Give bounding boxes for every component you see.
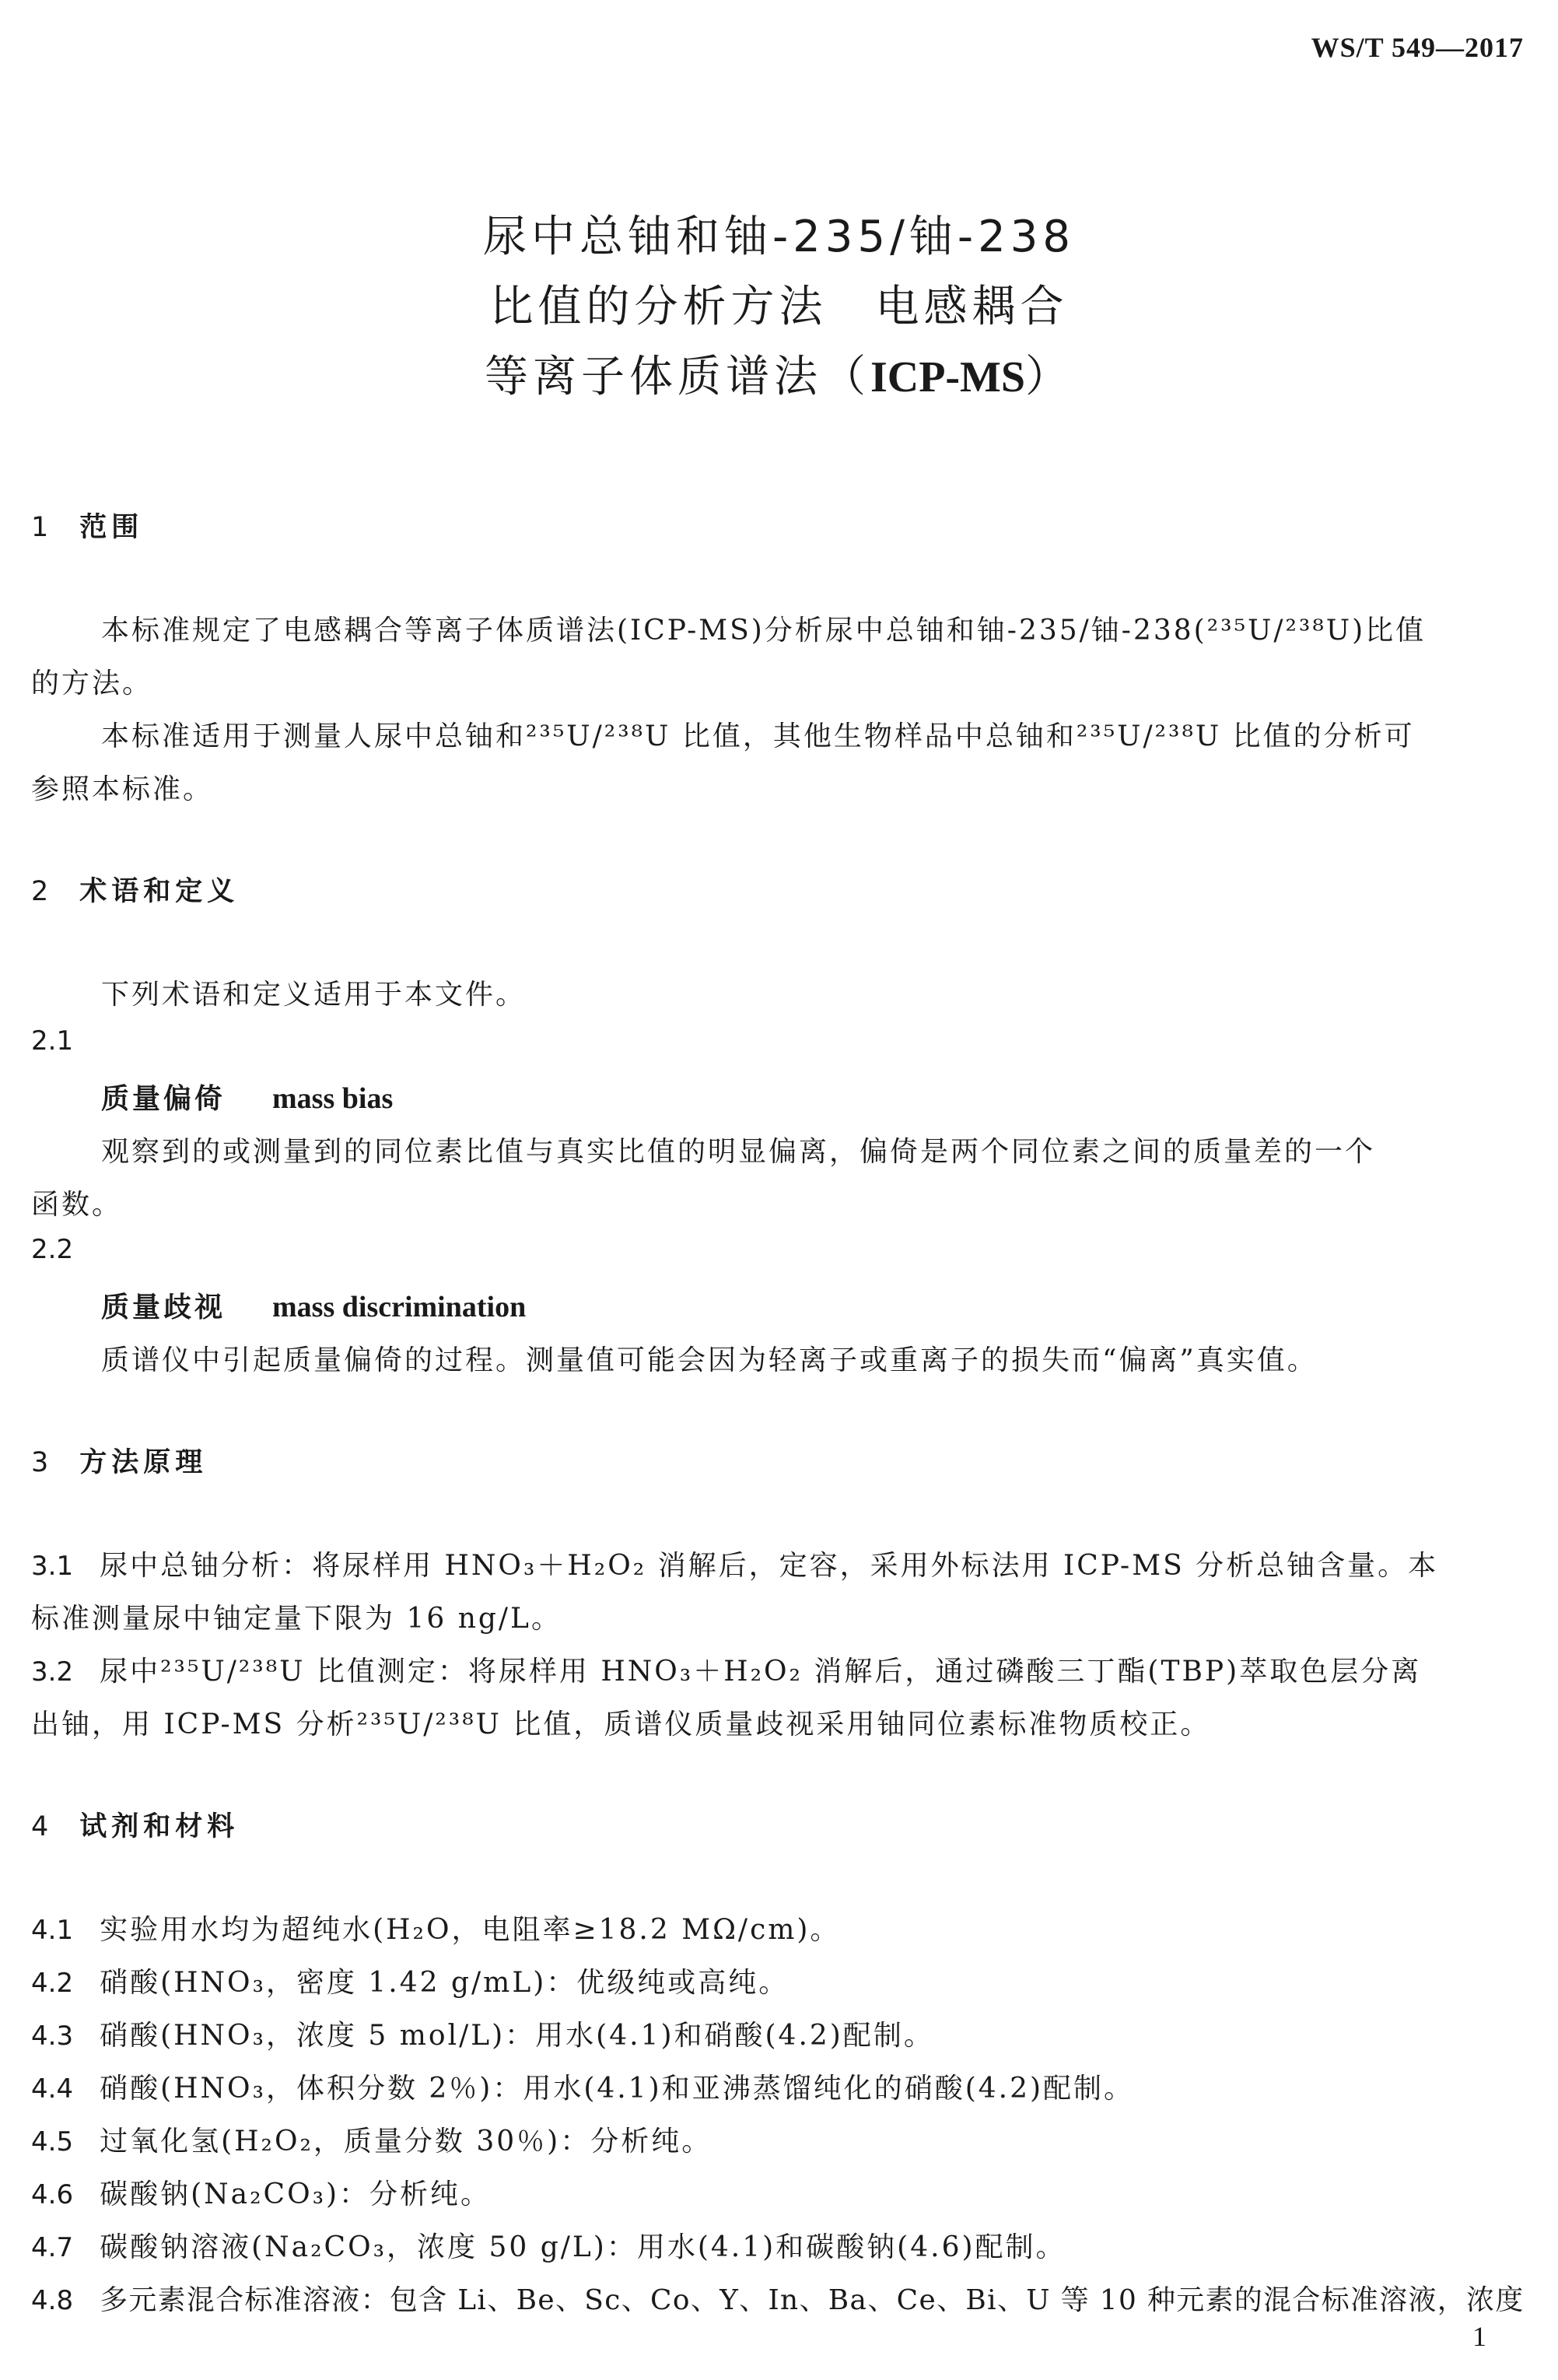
title-line-1: 尿中总铀和铀-235/铀-238 (482, 212, 1076, 262)
clause-line (31, 1544, 1438, 1583)
section-title: 范围 (79, 512, 144, 543)
paragraph-line: 参照本标准。 (31, 773, 214, 805)
term-number: 2.1 (31, 1025, 74, 1057)
reagent-item (31, 2119, 712, 2159)
reagent-item (31, 2225, 1066, 2265)
term-entry (101, 1077, 393, 1116)
term-chinese: 质量偏倚 (101, 1083, 226, 1115)
clause-line: 标准测量尿中铀定量下限为 16 ng/L。 (31, 1603, 562, 1635)
section-title: 试剂和材料 (79, 1811, 240, 1842)
reagent-item (31, 1908, 840, 1947)
item-text: 实验用水均为超纯水(H₂O，电阻率≥18.2 MΩ/cm)。 (100, 1914, 841, 1946)
section-title: 术语和定义 (79, 876, 240, 907)
section-number: 4 (31, 1811, 49, 1842)
clause-number: 3.2 (31, 1656, 74, 1688)
item-text: 碳酸钠(Na₂CO₃)：分析纯。 (100, 2178, 492, 2210)
item-text: 硝酸(HNO₃，浓度 5 mol/L)：用水(4.1)和硝酸(4.2)配制。 (100, 2020, 934, 2052)
item-number: 4.6 (31, 2179, 74, 2210)
item-text: 硝酸(HNO₃，密度 1.42 g/mL)：优级纯或高纯。 (100, 1967, 790, 1999)
item-number: 4.8 (31, 2285, 74, 2316)
reagent-item (31, 2066, 1134, 2106)
page-number: 1 (1472, 2321, 1486, 2352)
section-number: 1 (31, 512, 49, 543)
item-text: 多元素混合标准溶液：包含 Li、Be、Sc、Co、Y、In、Ba、Ce、Bi、U 等 10 种元素的混合标准溶液，浓度 (100, 2284, 1525, 2316)
paragraph-line: 的方法。 (31, 668, 153, 699)
reagent-item (31, 2278, 1525, 2318)
title-line-3-prefix: 等离子体质谱法（ (484, 352, 870, 402)
item-number: 4.3 (31, 2021, 74, 2052)
clause-text: 尿中总铀分析：将尿样用 HNO₃＋H₂O₂ 消解后，定容，采用外标法用 ICP-MS 分析总铀含量。本 (100, 1550, 1439, 1582)
term-number: 2.2 (31, 1234, 74, 1265)
clause-text: 尿中²³⁵U/²³⁸U 比值测定：将尿样用 HNO₃＋H₂O₂ 消解后，通过磷酸三丁酯(TBP)萃取色层分离 (100, 1656, 1422, 1688)
term-chinese: 质量歧视 (101, 1292, 226, 1323)
clause-number: 3.1 (31, 1551, 74, 1582)
item-text: 硝酸(HNO₃，体积分数 2％)：用水(4.1)和亚沸蒸馏纯化的硝酸(4.2)配制。 (100, 2073, 1135, 2105)
reagent-item (31, 1961, 789, 2000)
paragraph-line: 本标准规定了电感耦合等离子体质谱法(ICP-MS)分析尿中总铀和铀-235/铀-238(²³⁵U/²³⁸U)比值 (101, 615, 1427, 647)
item-number: 4.4 (31, 2073, 74, 2105)
paragraph-line: 本标准适用于测量人尿中总铀和²³⁵U/²³⁸U 比值，其他生物样品中总铀和²³⁵U/²³⁸U 比值的分析可 (101, 720, 1415, 752)
reagent-item (31, 2014, 934, 2053)
item-number: 4.1 (31, 1915, 74, 1946)
term-english: mass bias (272, 1082, 394, 1115)
section-number: 3 (31, 1447, 49, 1478)
reagent-item (31, 2172, 491, 2212)
standard-code: WS/T 549—2017 (1311, 32, 1524, 63)
term-entry (101, 1285, 526, 1325)
item-text: 过氧化氢(H₂O₂，质量分数 30％)：分析纯。 (100, 2126, 712, 2157)
definition-line: 质谱仪中引起质量偏倚的过程。测量值可能会因为轻离子或重离子的损失而“偏离”真实值。 (101, 1344, 1318, 1376)
definition-line: 函数。 (31, 1189, 123, 1221)
section-heading-scope (31, 506, 143, 545)
item-number: 4.2 (31, 1968, 74, 1999)
section-heading-terms (31, 870, 239, 909)
title-line-3 (0, 342, 1558, 405)
paragraph-line: 下列术语和定义适用于本文件。 (101, 979, 527, 1011)
section-title: 方法原理 (79, 1447, 208, 1478)
item-text: 碳酸钠溶液(Na₂CO₃，浓度 50 g/L)：用水(4.1)和碳酸钠(4.6)配制。 (100, 2231, 1066, 2263)
term-english: mass discrimination (272, 1291, 527, 1323)
item-number: 4.5 (31, 2126, 74, 2157)
item-number: 4.7 (31, 2232, 74, 2263)
section-heading-principle (31, 1441, 207, 1480)
section-number: 2 (31, 876, 49, 907)
title-line-3-suffix: ） (1025, 352, 1074, 402)
title-line-2: 比值的分析方法 电感耦合 (489, 282, 1069, 332)
clause-line (31, 1649, 1421, 1689)
clause-line: 出铀，用 ICP-MS 分析²³⁵U/²³⁸U 比值，质谱仪质量歧视采用铀同位素标准物质校正。 (31, 1709, 1211, 1740)
definition-line: 观察到的或测量到的同位素比值与真实比值的明显偏离，偏倚是两个同位素之间的质量差的一个 (101, 1136, 1376, 1168)
title-line-3-latin: ICP-MS (870, 353, 1026, 401)
section-heading-reagents (31, 1805, 239, 1844)
